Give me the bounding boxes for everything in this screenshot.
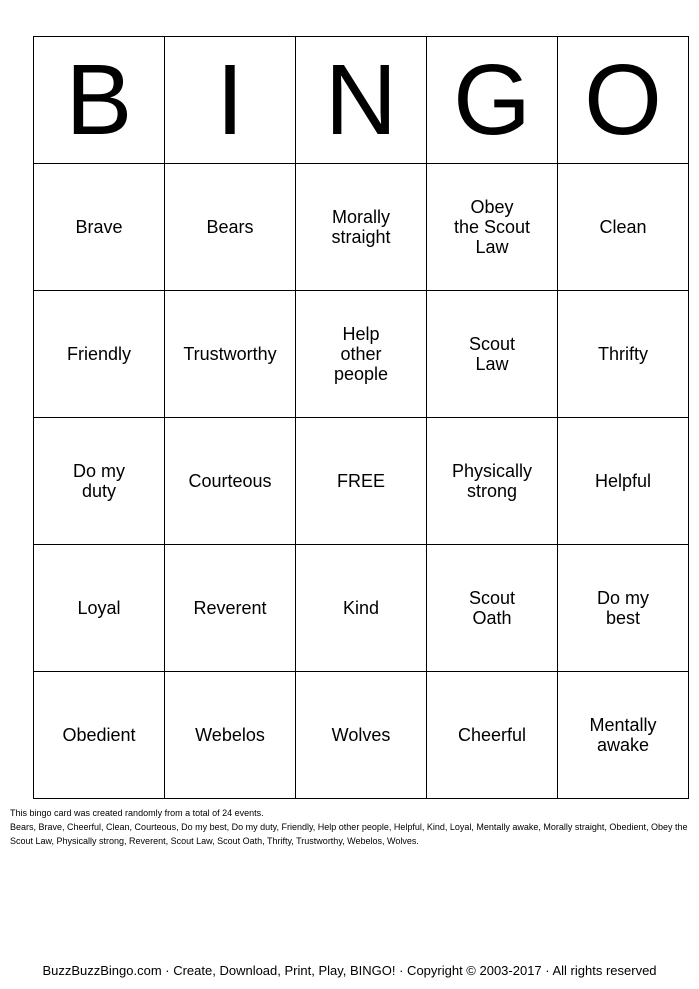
cell-text: Scout Law [468, 334, 516, 374]
bingo-cell [427, 672, 558, 799]
bingo-cell [558, 291, 689, 418]
bingo-cell [165, 164, 296, 291]
cell-text: Thrifty [597, 344, 648, 364]
bingo-cell [34, 545, 165, 672]
bingo-row-5 [34, 672, 689, 799]
note-events-list: Bears, Brave, Cheerful, Clean, Courteous, Do my best, Do my duty, Friendly, Help other people, Helpful, Kind, Loyal, Mentally awake, Morally straight, Obedient, Obey the Scout Law, Physically strong, Reverent, Scout Law, Scout Oath, Thrifty, Trustworthy, Webelos, Wolves. [10, 822, 688, 846]
cell-text: Scout Oath [468, 588, 516, 628]
bingo-cell [558, 164, 689, 291]
bingo-cell [558, 418, 689, 545]
cell-text: Brave [75, 217, 123, 237]
bingo-cell [165, 672, 296, 799]
header-letter-o: O [558, 37, 689, 164]
cell-text: Wolves [331, 725, 391, 745]
footer-text: BuzzBuzzBingo.com · Create, Download, Print, Play, BINGO! · Copyright © 2003-2017 · All rights reserved [42, 963, 657, 978]
site-footer [0, 962, 699, 980]
card-note [10, 806, 692, 848]
bingo-cell [165, 418, 296, 545]
note-intro: This bingo card was created randomly from a total of 24 events. [10, 808, 264, 818]
bingo-cell [296, 672, 427, 799]
cell-text: Obey the Scout Law [453, 197, 531, 257]
header-letter-b: B [34, 37, 165, 164]
cell-text: Webelos [195, 725, 265, 745]
cell-text: Kind [342, 598, 380, 618]
bingo-cell [296, 545, 427, 672]
bingo-cell [34, 164, 165, 291]
cell-text: Helpful [594, 471, 652, 491]
cell-text: Friendly [66, 344, 132, 364]
cell-text: FREE [336, 471, 385, 491]
bingo-cell [427, 164, 558, 291]
cell-text: Help other people [333, 324, 389, 384]
bingo-row-4 [34, 545, 689, 672]
header-letter-g: G [427, 37, 558, 164]
bingo-header-row [34, 37, 689, 164]
bingo-cell [558, 545, 689, 672]
bingo-row-3 [34, 418, 689, 545]
cell-text: Physically strong [451, 461, 533, 501]
free-space-cell [296, 418, 427, 545]
bingo-cell [34, 672, 165, 799]
bingo-cell [165, 545, 296, 672]
cell-text: Clean [599, 217, 647, 237]
bingo-row-2 [34, 291, 689, 418]
bingo-cell [427, 291, 558, 418]
bingo-cell [427, 418, 558, 545]
cell-text: Reverent [193, 598, 267, 618]
bingo-cell [34, 291, 165, 418]
cell-text: Do my duty [72, 461, 125, 501]
bingo-cell [165, 291, 296, 418]
bingo-cell [296, 164, 427, 291]
bingo-cell [34, 418, 165, 545]
cell-text: Do my best [596, 588, 649, 628]
cell-text: Morally straight [331, 207, 391, 247]
header-letter-n: N [296, 37, 427, 164]
bingo-cell [558, 672, 689, 799]
cell-text: Trustworthy [183, 344, 277, 364]
bingo-cell [427, 545, 558, 672]
cell-text: Cheerful [457, 725, 527, 745]
bingo-card [33, 36, 689, 799]
cell-text: Courteous [188, 471, 272, 491]
cell-text: Mentally awake [589, 715, 657, 755]
bingo-cell [296, 291, 427, 418]
cell-text: Bears [206, 217, 254, 237]
cell-text: Loyal [77, 598, 121, 618]
header-letter-i: I [165, 37, 296, 164]
bingo-row-1 [34, 164, 689, 291]
cell-text: Obedient [62, 725, 136, 745]
